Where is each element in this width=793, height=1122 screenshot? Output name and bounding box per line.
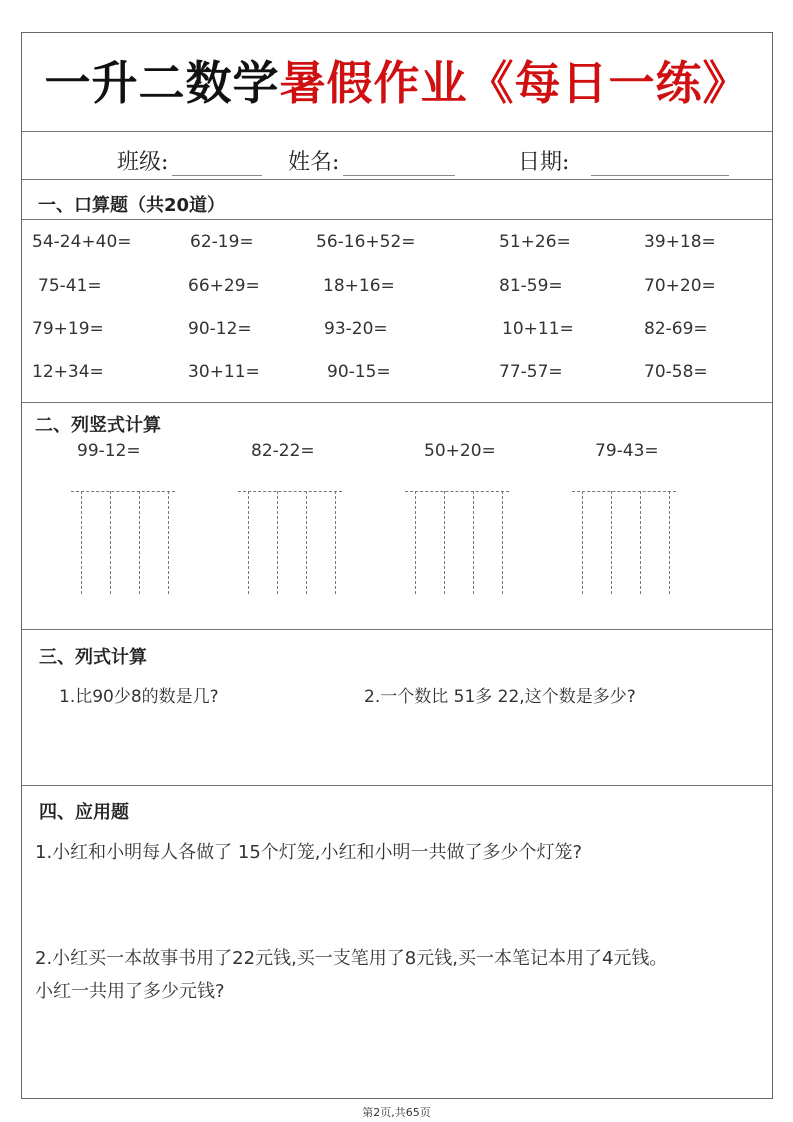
vertical-calc-problem: 82-22= bbox=[251, 441, 315, 461]
class-label: 班级: bbox=[117, 150, 169, 175]
vertical-calc-grid[interactable] bbox=[405, 491, 511, 595]
mental-calc-item: 10+11= bbox=[502, 319, 574, 339]
mental-calc-item: 81-59= bbox=[499, 276, 563, 296]
page-footer: 第2页,共65页 bbox=[362, 1106, 431, 1119]
title-black-part: 一升二数学 bbox=[44, 56, 280, 110]
mental-calc-item: 30+11= bbox=[188, 362, 260, 382]
vertical-calc-problem: 50+20= bbox=[424, 441, 496, 461]
date-label: 日期: bbox=[518, 150, 570, 175]
date-field bbox=[518, 145, 729, 176]
section3-title: 三、列式计算 bbox=[39, 647, 147, 668]
word-problem: 2.小红买一本故事书用了22元钱,买一支笔用了8元钱,买一本笔记本用了4元钱。 bbox=[35, 948, 668, 969]
vertical-calc-problem: 99-12= bbox=[77, 441, 141, 461]
mental-calc-item: 90-12= bbox=[188, 319, 252, 339]
divider bbox=[22, 785, 772, 786]
mental-calc-item: 51+26= bbox=[499, 232, 571, 252]
divider bbox=[22, 131, 772, 132]
divider bbox=[22, 179, 772, 180]
mental-calc-item: 70-58= bbox=[644, 362, 708, 382]
mental-calc-item: 93-20= bbox=[324, 319, 388, 339]
name-label: 姓名: bbox=[288, 150, 340, 175]
mental-calc-item: 90-15= bbox=[327, 362, 391, 382]
section1-title: 一、口算题（共20道） bbox=[38, 195, 226, 216]
vertical-calc-grid[interactable] bbox=[238, 491, 344, 595]
title-red-part: 暑假作业《每日一练》 bbox=[279, 56, 750, 110]
class-field bbox=[117, 145, 262, 176]
section4-title: 四、应用题 bbox=[39, 802, 129, 823]
worksheet bbox=[21, 32, 773, 1099]
mental-calc-item: 18+16= bbox=[323, 276, 395, 296]
section2-title: 二、列竖式计算 bbox=[35, 415, 161, 436]
divider bbox=[22, 219, 772, 220]
divider bbox=[22, 629, 772, 630]
equation-question: 1.比90少8的数是几? bbox=[59, 687, 219, 707]
mental-calc-item: 54-24+40= bbox=[32, 232, 132, 252]
name-blank[interactable] bbox=[343, 151, 455, 176]
worksheet-title bbox=[22, 47, 772, 113]
mental-calc-item: 12+34= bbox=[32, 362, 104, 382]
mental-calc-item: 62-19= bbox=[190, 232, 254, 252]
mental-calc-item: 66+29= bbox=[188, 276, 260, 296]
name-field bbox=[288, 145, 455, 176]
equation-question: 2.一个数比 51多 22,这个数是多少? bbox=[364, 687, 636, 707]
vertical-calc-grid[interactable] bbox=[71, 491, 177, 595]
mental-calc-item: 70+20= bbox=[644, 276, 716, 296]
mental-calc-item: 77-57= bbox=[499, 362, 563, 382]
word-problem-continued: 小红一共用了多少元钱? bbox=[35, 981, 225, 1002]
mental-calc-item: 79+19= bbox=[32, 319, 104, 339]
date-blank[interactable] bbox=[591, 151, 729, 176]
mental-calc-item: 75-41= bbox=[38, 276, 102, 296]
vertical-calc-problem: 79-43= bbox=[595, 441, 659, 461]
vertical-calc-grid[interactable] bbox=[572, 491, 678, 595]
mental-calc-item: 39+18= bbox=[644, 232, 716, 252]
mental-calc-item: 56-16+52= bbox=[316, 232, 416, 252]
class-blank[interactable] bbox=[172, 151, 262, 176]
mental-calc-item: 82-69= bbox=[644, 319, 708, 339]
student-info-row bbox=[22, 141, 772, 181]
divider bbox=[22, 402, 772, 403]
word-problem: 1.小红和小明每人各做了 15个灯笼,小红和小明一共做了多少个灯笼? bbox=[35, 842, 583, 863]
